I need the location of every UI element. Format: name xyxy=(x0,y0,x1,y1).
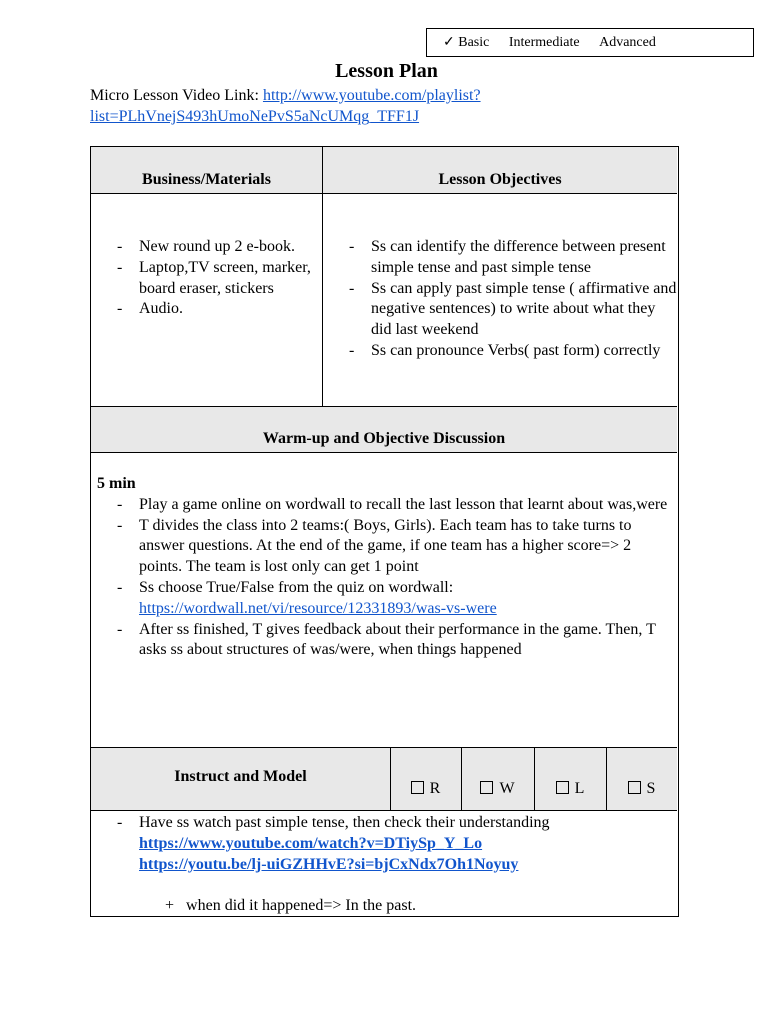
page-title: Lesson Plan xyxy=(335,60,438,82)
instruct-item xyxy=(115,813,675,875)
skill-label: L xyxy=(574,780,585,797)
instruct-item-text: Have ss watch past simple tense, then check their understanding xyxy=(139,814,550,831)
objectives-header xyxy=(323,147,677,194)
level-intermediate[interactable]: Intermediate xyxy=(508,35,580,50)
skill-listening-checkbox[interactable] xyxy=(534,780,606,798)
video-link-line xyxy=(90,85,690,127)
objective-item: - Ss can apply past simple tense ( affirmative and negative sentences) to write about what they did last weekend xyxy=(347,279,677,341)
warmup-item: - After ss finished, T gives feedback about their performance in the game. Then, T asks ss about structures of was/were, when things happened xyxy=(115,620,669,662)
column-divider xyxy=(322,147,323,407)
objective-item: - Ss can pronounce Verbs( past form) correctly xyxy=(347,341,677,362)
video-link-label: Micro Lesson Video Link: xyxy=(90,87,263,104)
materials-header-label: Business/Materials xyxy=(142,171,271,188)
checkbox-icon xyxy=(556,781,569,794)
warmup-quiz-text: Ss choose True/False from the quiz on wordwall: xyxy=(139,578,454,596)
warmup-header xyxy=(91,407,677,453)
sub-item-text: when did it happened=> In the past. xyxy=(186,897,417,915)
wordwall-link[interactable]: https://wordwall.net/vi/resource/12331893/was-vs-were xyxy=(139,599,497,617)
warmup-item xyxy=(115,578,669,620)
warmup-cell xyxy=(97,474,669,661)
video-link-part2[interactable]: list=PLhVnejS493hUmoNePvS5aNcUMqg_TFF1J xyxy=(90,108,420,125)
objectives-cell xyxy=(347,237,677,362)
level-advanced[interactable]: Advanced xyxy=(599,35,656,50)
skill-label: W xyxy=(499,780,515,797)
warmup-item: - T divides the class into 2 teams:( Boys, Girls). Each team has to take turns to answer questions. At the end of the game, if one team has a higher score=> 2 points. The team is lost only can get 1 point xyxy=(115,516,669,578)
material-item: - New round up 2 e-book. xyxy=(115,237,320,258)
checkbox-icon xyxy=(480,781,493,794)
material-item: - Laptop,TV screen, marker, board eraser, stickers xyxy=(115,258,320,300)
video-link-part1[interactable]: http://www.youtube.com/playlist? xyxy=(262,87,481,104)
checkbox-icon xyxy=(628,781,641,794)
lesson-plan-table xyxy=(90,146,679,917)
warmup-header-label: Warm-up and Objective Discussion xyxy=(262,430,506,447)
instruct-cell xyxy=(115,813,675,917)
material-item: - Audio. xyxy=(115,299,320,320)
youtube-link-2[interactable]: https://youtu.be/lj-uiGZHHvE?si=bjCxNdx7Oh1Noyuy xyxy=(139,855,519,873)
materials-cell xyxy=(115,237,320,320)
checkbox-icon xyxy=(411,781,424,794)
level-basic[interactable]: ✓ Basic xyxy=(443,35,490,50)
skill-speaking-checkbox[interactable] xyxy=(606,780,677,798)
objective-item: - Ss can identify the difference between present simple tense and past simple tense xyxy=(347,237,677,279)
skill-reading-checkbox[interactable] xyxy=(390,780,461,798)
level-selector xyxy=(426,28,754,57)
youtube-link-1[interactable]: https://www.youtube.com/watch?v=DTiySp_Y_Lo xyxy=(139,834,483,852)
warmup-item: - Play a game online on wordwall to recall the last lesson that learnt about was,were xyxy=(115,495,669,516)
sub-item-marker: + xyxy=(165,897,175,915)
instruct-header: Instruct and Model xyxy=(174,768,307,785)
skill-label: S xyxy=(646,780,656,797)
instruct-subitem xyxy=(115,896,675,917)
materials-header xyxy=(91,147,322,194)
skill-writing-checkbox[interactable] xyxy=(461,780,534,798)
objectives-header-label: Lesson Objectives xyxy=(438,171,562,188)
skill-label: R xyxy=(429,780,441,797)
warmup-time: 5 min xyxy=(97,475,136,492)
